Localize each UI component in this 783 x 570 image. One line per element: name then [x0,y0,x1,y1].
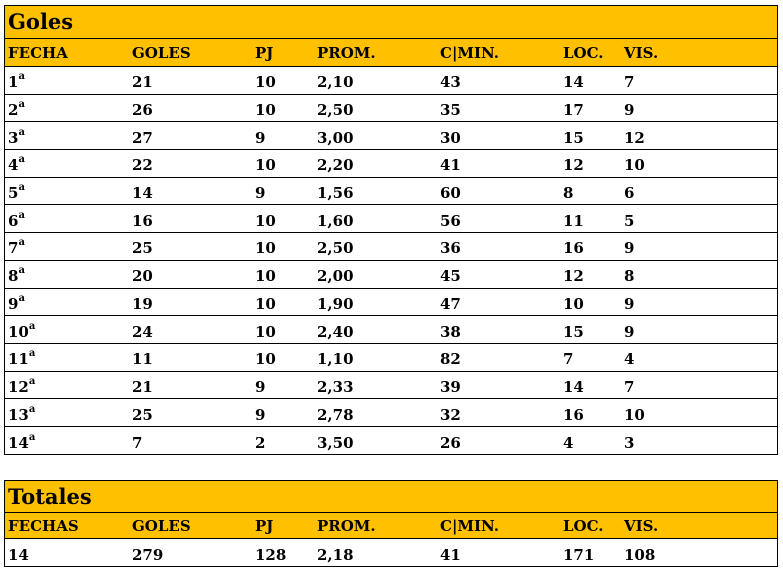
fecha-number: 1 [8,73,19,92]
fecha-cell [5,69,129,91]
fecha-ordinal: a [18,237,25,249]
loc-cell: 4 [563,433,574,452]
loc-cell: 17 [563,101,584,120]
table-row [5,233,777,261]
pj-cell: 10 [255,350,276,369]
goles-header-row [5,39,777,67]
loc-cell: 12 [563,267,584,286]
vis-cell: 7 [624,377,635,396]
fecha-number: 9 [8,294,19,313]
table-row [5,205,777,233]
cmin-cell: 30 [440,128,461,147]
pj-cell: 9 [255,128,266,147]
fecha-cell [5,319,129,341]
fecha-ordinal: a [18,182,25,194]
header-vis: VIS. [624,516,659,535]
pj-cell: 9 [255,377,266,396]
cmin-cell: 26 [440,433,461,452]
pj-cell: 10 [255,101,276,120]
pj-cell: 9 [255,405,266,424]
prom-cell: 3,50 [317,433,354,452]
goles-rows [5,67,777,455]
header-prom: PROM. [317,516,376,535]
fecha-cell [5,291,129,313]
cmin-cell: 39 [440,377,461,396]
pj-cell: 10 [255,156,276,175]
totales-table [4,480,778,567]
fecha-number: 7 [8,239,19,258]
loc-cell: 11 [563,211,584,230]
prom-cell: 2,78 [317,405,354,424]
loc-cell: 16 [563,405,584,424]
fecha-ordinal: a [28,375,36,387]
header-pj: PJ [255,43,274,62]
fecha-cell [5,180,129,202]
prom-cell: 2,00 [317,267,354,286]
fecha-ordinal: a [28,403,36,415]
header-loc: LOC. [563,516,604,535]
vis-cell: 10 [624,405,645,424]
goles-cell: 25 [132,405,153,424]
header-pj: PJ [255,516,274,535]
totales-fechas: 14 [8,545,29,564]
goles-cell: 21 [132,377,153,396]
vis-cell: 9 [624,322,635,341]
prom-cell: 2,20 [317,156,354,175]
goles-cell: 21 [132,73,153,92]
vis-cell: 6 [624,184,635,203]
cmin-cell: 38 [440,322,461,341]
goles-cell: 24 [132,322,153,341]
fecha-cell [5,263,129,285]
fecha-number: 14 [8,433,29,452]
goles-cell: 25 [132,239,153,258]
totales-prom: 2,18 [317,545,354,564]
fecha-ordinal: a [18,292,25,304]
cmin-cell: 32 [440,405,461,424]
fecha-number: 13 [8,405,29,424]
header-loc: LOC. [563,43,604,62]
header-fechas: FECHAS [8,516,79,535]
fecha-number: 6 [8,211,19,230]
table-row [5,122,777,150]
header-goles: GOLES [132,43,191,62]
fecha-cell [5,346,129,368]
table-row [5,261,777,289]
loc-cell: 12 [563,156,584,175]
prom-cell: 1,56 [317,184,354,203]
fecha-number: 5 [8,184,19,203]
fecha-ordinal: a [18,71,25,83]
table-row [5,95,777,123]
pj-cell: 10 [255,73,276,92]
loc-cell: 14 [563,73,584,92]
fecha-cell [5,402,129,424]
cmin-cell: 36 [440,239,461,258]
cmin-cell: 41 [440,156,461,175]
header-vis: VIS. [624,43,659,62]
vis-cell: 10 [624,156,645,175]
table-row [5,399,777,427]
fecha-ordinal: a [18,99,25,111]
vis-cell: 12 [624,128,645,147]
goles-cell: 11 [132,350,153,369]
goles-cell: 14 [132,184,153,203]
table-row [5,178,777,206]
loc-cell: 10 [563,294,584,313]
loc-cell: 14 [563,377,584,396]
pj-cell: 2 [255,433,266,452]
prom-cell: 2,50 [317,239,354,258]
fecha-cell [5,430,129,452]
prom-cell: 2,40 [317,322,354,341]
table-row [5,344,777,372]
fecha-number: 3 [8,128,19,147]
fecha-ordinal: a [18,126,25,138]
pj-cell: 10 [255,294,276,313]
fecha-ordinal: a [18,265,25,277]
loc-cell: 8 [563,184,574,203]
vis-cell: 5 [624,211,635,230]
pj-cell: 9 [255,184,266,203]
fecha-ordinal: a [28,320,36,332]
totales-header-row [5,513,777,539]
goles-table-title: Goles [5,6,777,39]
goles-cell: 26 [132,101,153,120]
cmin-cell: 45 [440,267,461,286]
cmin-cell: 82 [440,350,461,369]
vis-cell: 7 [624,73,635,92]
totales-pj: 128 [255,545,287,564]
prom-cell: 3,00 [317,128,354,147]
table-row [5,372,777,400]
goles-cell: 22 [132,156,153,175]
header-prom: PROM. [317,43,376,62]
cmin-cell: 35 [440,101,461,120]
fecha-cell [5,97,129,119]
fecha-cell [5,208,129,230]
totales-table-title: Totales [5,481,777,513]
fecha-cell [5,235,129,257]
table-row [5,67,777,95]
table-row [5,289,777,317]
header-fecha: FECHA [8,43,68,62]
prom-cell: 1,10 [317,350,354,369]
fecha-number: 12 [8,377,29,396]
loc-cell: 15 [563,128,584,147]
header-cmin: C|MIN. [440,43,499,62]
cmin-cell: 43 [440,73,461,92]
totales-loc: 171 [563,545,595,564]
prom-cell: 2,10 [317,73,354,92]
header-cmin: C|MIN. [440,516,499,535]
fecha-cell [5,125,129,147]
table-row [5,427,777,455]
prom-cell: 1,90 [317,294,354,313]
totales-cmin: 41 [440,545,461,564]
vis-cell: 9 [624,294,635,313]
vis-cell: 8 [624,267,635,286]
prom-cell: 2,33 [317,377,354,396]
pj-cell: 10 [255,211,276,230]
pj-cell: 10 [255,239,276,258]
goles-cell: 16 [132,211,153,230]
fecha-number: 8 [8,267,19,286]
fecha-number: 10 [8,322,29,341]
fecha-number: 2 [8,101,19,120]
fecha-ordinal: a [28,348,36,360]
cmin-cell: 56 [440,211,461,230]
table-row [5,316,777,344]
loc-cell: 7 [563,350,574,369]
vis-cell: 9 [624,101,635,120]
goles-cell: 27 [132,128,153,147]
goles-cell: 7 [132,433,143,452]
prom-cell: 1,60 [317,211,354,230]
fecha-number: 4 [8,156,19,175]
table-row [5,150,777,178]
header-goles: GOLES [132,516,191,535]
prom-cell: 2,50 [317,101,354,120]
vis-cell: 9 [624,239,635,258]
fecha-cell [5,152,129,174]
goles-cell: 20 [132,267,153,286]
loc-cell: 15 [563,322,584,341]
fecha-ordinal: a [28,431,36,443]
cmin-cell: 47 [440,294,461,313]
fecha-ordinal: a [18,154,25,166]
goles-table [4,5,778,455]
cmin-cell: 60 [440,184,461,203]
fecha-ordinal: a [18,209,25,221]
vis-cell: 3 [624,433,635,452]
goles-cell: 19 [132,294,153,313]
fecha-cell [5,374,129,396]
totales-vis: 108 [624,545,656,564]
pj-cell: 10 [255,322,276,341]
pj-cell: 10 [255,267,276,286]
vis-cell: 4 [624,350,635,369]
totales-row [5,539,777,566]
totales-goles: 279 [132,545,164,564]
fecha-number: 11 [8,350,29,369]
loc-cell: 16 [563,239,584,258]
